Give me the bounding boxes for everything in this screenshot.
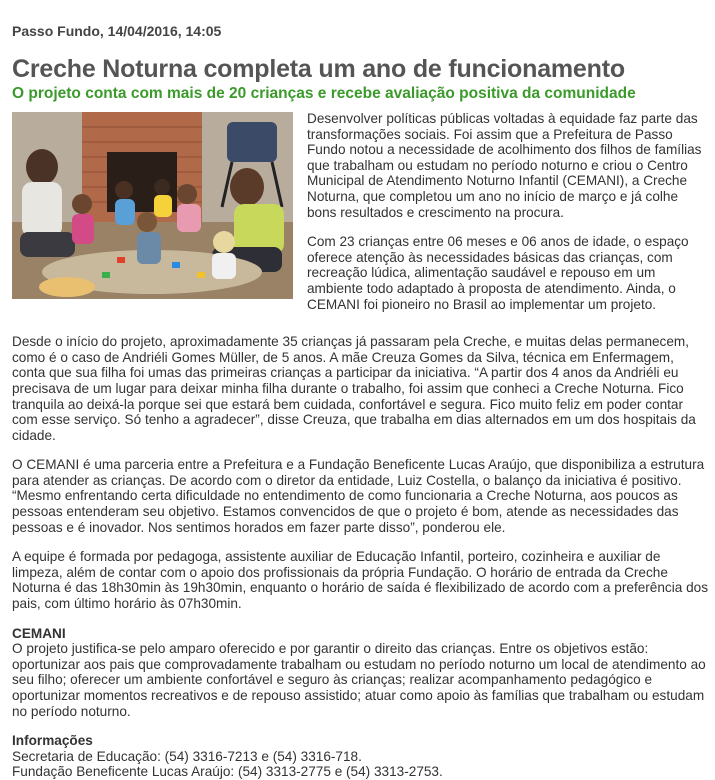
article-paragraph: Desde o início do projeto, aproximadamente 35 crianças já passaram pela Creche, e muitas delas permanecem, como é o caso de Andriéli Gomes Müller, de 5 anos. A mãe Creuza Gomes da Silva, técnica em Enfermagem, conta que sua filha foi umas das primeiras crianças a participar da iniciativa. “A partir dos 4 anos da Andriéli eu precisava de um lugar para deixar minha filha durante o trabalho, foi assim que conheci a Creche Noturna. Fico tranquila ao deixá-la porque sei que estará bem cuidada, confortável e segura. Fico muito feliz em poder contar com esse serviço. Só tenho a agradecer”, disse Creuza, que trabalha em dias alternados em um dos hospitais da cidade. — [12, 334, 696, 443]
article-paragraph: Desenvolver políticas públicas voltadas à equidade faz parte das transformações sociais. Foi assim que a Prefeitura de Passo Fundo notou a necessidade de acolhimento dos filhos de famílias que trabalham ou estudam no período noturno e criou o Centro Municipal de Atendimento Noturno Infantil (CEMANI), a Creche Noturna, que completou um ano no início de março e já colhe bons resultados e crescimento na procura. — [307, 111, 702, 220]
cemani-paragraph: O projeto justifica-se pelo amparo oferecido e por garantir o direito das crianças. Entre os objetivos estão: oportunizar aos pais que comprovadamente trabalham ou estudam no período noturno um local de atendimento ao seu filho; oferecer um ambiente confortável e seguro às crianças; realizar acompanhamento pedagógico e oportunizar momentos recreativos e de repouso assistido; atuar como apoio às famílias que trabalham ou estudam no período noturno. — [12, 641, 706, 719]
info-line-fundacao: Fundação Beneficente Lucas Araújo: (54) 3313-2775 e (54) 3313-2753. — [12, 764, 443, 780]
article-dateline: Passo Fundo, 14/04/2016, 14:05 — [12, 23, 222, 39]
article-subtitle: O projeto conta com mais de 20 crianças e recebe avaliação positiva da comunidade — [12, 85, 636, 102]
info-line-secretaria: Secretaria de Educação: (54) 3316-7213 e (54) 3316-718. — [12, 748, 362, 764]
article-paragraph: O CEMANI é uma parceria entre a Prefeitura e a Fundação Beneficente Lucas Araújo, que disponibiliza a estrutura para atender as crianças. De acordo com o diretor da entidade, Luiz Costella, o balanço da iniciativa é positivo. “Mesmo enfrentando certa dificuldade no entendimento de como funcionaria a Creche Noturna, aos poucos as pessoas entenderam seu objetivo. Estamos convencidos de que o projeto é bom, atende as necessidades das pessoas e é inovador. Nos sentimos horados em fazer parte disso”, ponderou ele. — [12, 457, 705, 535]
children-playing-photo — [12, 112, 293, 299]
article-paragraph: A equipe é formada por pedagoga, assistente auxiliar de Educação Infantil, porteiro, cozinheira e auxiliar de limpeza, além de contar com o apoio dos profissionais da própria Fundação. O horário de entrada da Creche Noturna é das 18h30min às 19h30min, enquanto o horário de saída é flexibilizado de acordo com a preferência dos pais, com último horário às 07h30min. — [12, 549, 708, 612]
cemani-heading: CEMANI — [12, 625, 66, 641]
article-photo — [12, 112, 293, 299]
article-paragraph: Com 23 crianças entre 06 meses e 06 anos de idade, o espaço oferece atenção às necessidades básicas das crianças, com recreação lúdica, alimentação saudável e repouso em um ambiente todo adaptado à proposta de atendimento. Ainda, o CEMANI foi pioneiro no Brasil ao implementar um projeto. — [307, 234, 689, 312]
info-heading: Informações — [12, 733, 93, 749]
article-title: Creche Noturna completa um ano de funcionamento — [12, 55, 625, 83]
